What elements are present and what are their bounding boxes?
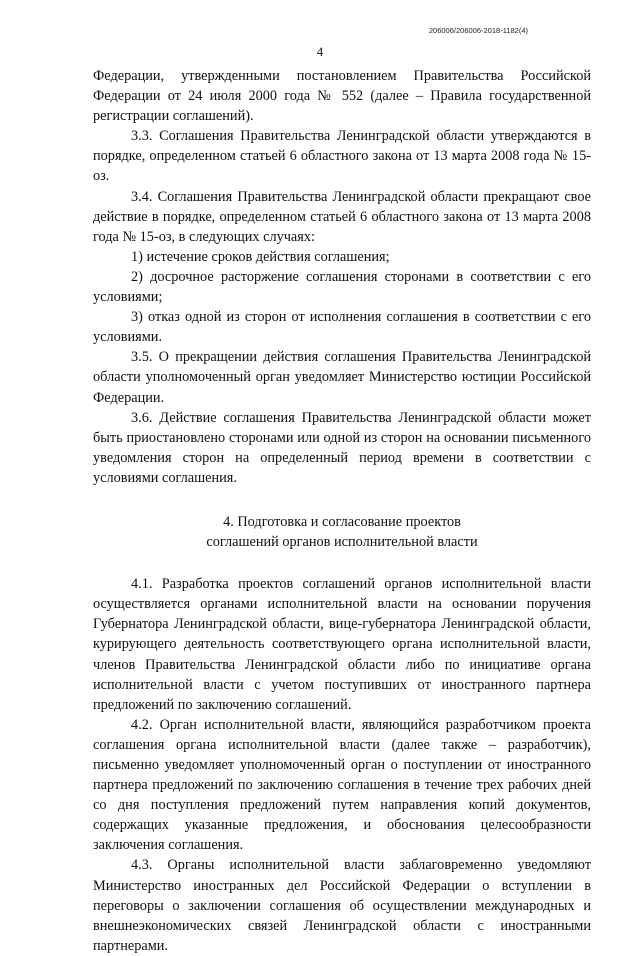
paragraph-4-1: 4.1. Разработка проектов соглашений органов исполнительной власти осуществляется органами исполнительной власти на основании поручения Губернатора Ленинградской области, вице-губернатора Ленинградской области, курирующего деятельность соответствующего органа исполнительной власти, членов Правительства Ленинградской области либо по инициативе органа исполнительной власти с учетом поступивших от иностранного партнера предложений по заключению соглашений. [93, 576, 591, 713]
paragraph-3-4: 3.4. Соглашения Правительства Ленинградской области прекращают свое действие в порядке, определенном статьей 6 областного закона от 13 марта 2008 года № 15-оз, в следующих случаях: [93, 188, 591, 245]
paragraph-4-3: 4.3. Органы исполнительной власти заблаговременно уведомляют Министерство иностранных дел Российской Федерации о вступлении в переговоры о заключении соглашения об осуществлении международных и внешнеэкономических связей Ленинградской области с иностранными партнерами. [93, 857, 591, 954]
paragraph-3-5: 3.5. О прекращении действия соглашения Правительства Ленинградской области уполномоченный орган уведомляет Министерство юстиции Российской Федерации. [93, 349, 591, 406]
list-item-1: 1) истечение сроков действия соглашения; [131, 248, 390, 265]
list-item-3: 3) отказ одной из сторон от исполнения соглашения в соответствии с его условиями. [93, 309, 591, 346]
document-id: 206006/206006-2018-1182(4) [428, 26, 528, 35]
paragraph-3-6: 3.6. Действие соглашения Правительства Ленинградской области может быть приостановлено сторонами или одной из сторон на основании письменного уведомления сторон на определенный период времени в соответствии с условиями соглашения. [93, 409, 591, 486]
list-item-2: 2) досрочное расторжение соглашения сторонами в соответствии с его условиями; [93, 268, 591, 306]
section-heading-line1: 4. Подготовка и согласование проектов [223, 513, 461, 530]
document-body [93, 66, 591, 956]
section-heading-line2: соглашений органов исполнительной власти [206, 534, 478, 551]
section-heading [93, 512, 591, 552]
paragraph-continuation: Федерации, утвержденными постановлением Правительства Российской Федерации от 24 июля 2000 года № 552 (далее – Правила государственной регистрации соглашений). [93, 68, 591, 125]
page-number: 4 [316, 44, 324, 59]
paragraph-4-2: 4.2. Орган исполнительной власти, являющийся разработчиком проекта соглашения органа исполнительной власти (далее также – разработчик), письменно уведомляет уполномоченный орган о поступлении от иностранного партнера предложений по заключению соглашения в течение трех рабочих дней со дня поступления предложений путем направления копий документов, содержащих указанные предложения, и обоснования целесообразности заключения соглашения. [93, 716, 591, 854]
paragraph-3-3: 3.3. Соглашения Правительства Ленинградской области утверждаются в порядке, определенном статьей 6 областного закона от 13 марта 2008 года № 15-оз. [93, 128, 591, 185]
